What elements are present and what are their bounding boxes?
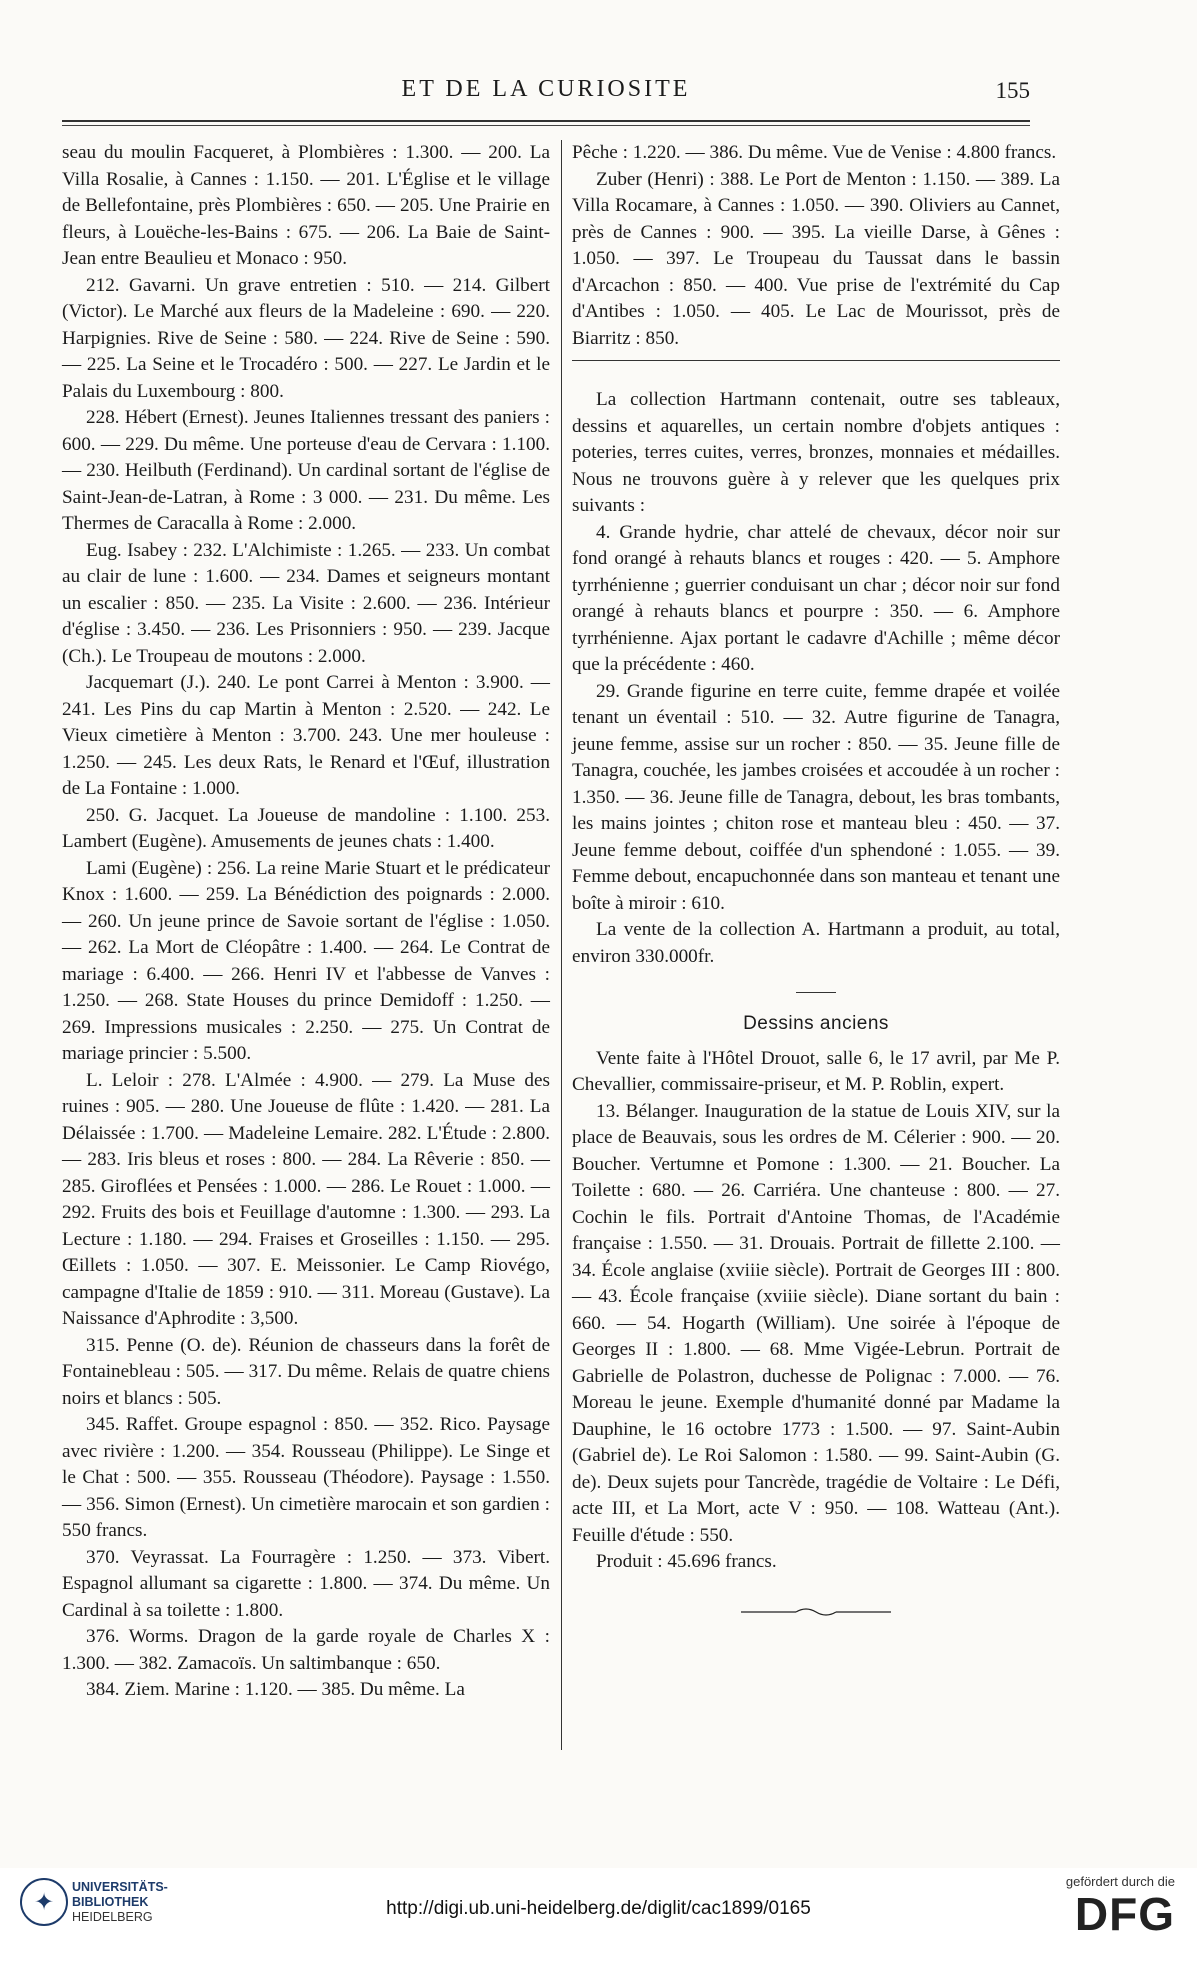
section-heading: Dessins anciens [743,1013,889,1034]
right-column [572,140,1060,1628]
paragraph: Lami (Eugène) : 256. La reine Marie Stuart et le prédicateur Knox : 1.600. — 259. La Bénédiction des poignards : 2.000. — 260. Un jeune prince de Savoie sortant de l'église : 1.050. — 262. La Mort de Cléopâtre : 1.400. — 264. Le Contrat de mariage : 6.400. — 266. Henri IV et l'abbesse de Vanves : 1.250. — 268. State Houses du prince Demidoff : 1.250. — 269. Impressions musicales : 2.250. — 275. Un Contrat de mariage princier : 5.500. [62,857,550,1064]
paragraph: 13. Bélanger. Inauguration de la statue de Louis XIV, sur la place de Beauvais, sous les ordres de M. Célerier : 900. — 20. Boucher. Vertumne et Pomone : 1.300. — 21. Boucher. La Toilette : 680. — 26. Carriéra. Une chanteuse : 800. — 27. Cochin le fils. Portrait d'Antoine Thomas, de l'Académie française : 1.550. — 31. Drouais. Portrait de fillette 2.100. — 34. École anglaise (xviiie siècle). Portrait de Georges III : 800. — 43. École française (xviiie siècle). Diane sortant du bain : 660. — 54. Hogarth (William). Une soirée à l'époque de Georges II : 1.800. — 68. Mme Vigée-Lebrun. Portrait de Gabrielle de Polastron, duchesse de Polignac : 7.000. — 76. Moreau le jeune. Exemple d'humanité donné par Madame la Dauphine, le 16 octobre 1773 : 1.500. — 97. Saint-Aubin (Gabriel de). Le Roi Salomon : 1.580. — 99. Saint-Aubin (G. de). Deux sujets pour Tancrède, tragédie de Voltaire : Le Défi, acte III, et La Mort, acte V : 950. — 108. Watteau (Ant.). Feuille d'étude : 550. [572,1100,1060,1546]
paragraph: 376. Worms. Dragon de la garde royale de Charles X : 1.300. — 382. Zamacoïs. Un saltimbanque : 650. [62,1626,550,1674]
ornament-icon [741,1605,891,1619]
paragraph: La vente de la collection A. Hartmann a produit, au total, environ 330.000fr. [572,919,1060,967]
column-divider [561,140,562,1750]
paragraph: 250. G. Jacquet. La Joueuse de mandoline : 1.100. 253. Lambert (Eugène). Amusements de jeunes chats : 1.400. [62,804,550,852]
header-rule [62,120,1030,122]
paragraph: 228. Hébert (Ernest). Jeunes Italiennes tressant des paniers : 600. — 229. Du même. Une porteuse d'eau de Cervara : 1.100. — 230. Heilbuth (Ferdinand). Un cardinal sortant de l'église de Saint-Jean-de-Latran, à Rome : 3 000. — 231. Du même. Les Thermes de Caracalla à Rome : 2.000. [62,407,550,534]
header-rule-thin [62,125,1030,126]
running-title: ET DE LA CURIOSITE [401,76,691,102]
paragraph: 384. Ziem. Marine : 1.120. — 385. Du même. La [86,1679,465,1700]
paragraph: 315. Penne (O. de). Réunion de chasseurs dans la forêt de Fontainebleau : 505. — 317. Du même. Relais de quatre chiens noirs et blancs : 505. [62,1334,550,1409]
institution-name: UNIVERSITÄTS- BIBLIOTHEK HEIDELBERG [72,1880,168,1924]
paragraph: L. Leloir : 278. L'Almée : 4.900. — 279. La Muse des ruines : 905. — 280. Une Joueuse de flûte : 1.420. — 281. La Délaissée : 1.700. — Madeleine Lemaire. 282. L'Étude : 2.800. — 283. Iris bleus et roses : 800. — 284. La Rêverie : 850. — 285. Giroflées et Pensées : 1.000. — 286. Le Rouet : 1.000. — 292. Fruits des bois et Feuillage d'automne : 1.300. — 293. La Lecture : 1.180. — 294. Fraises et Groseilles : 1.150. — 295. Œillets : 1.050. — 307. E. Meissonier. Le Camp Riovégo, campagne d'Italie de 1859 : 910. — 311. Moreau (Gustave). La Naissance d'Aphrodite : 3,500. [62,1069,550,1329]
paragraph: seau du moulin Facqueret, à Plombières : 1.300. — 200. La Villa Rosalie, à Cannes : 1.150. — 201. L'Église et le village de Bellefontaine, près Plombières : 650. — 205. Une Prairie en fleurs, à Louëche-les-Bains : 675. — 206. La Baie de Saint-Jean entre Beaulieu et Monaco : 950. [62,142,550,269]
paragraph: Produit : 45.696 francs. [596,1551,777,1572]
paragraph: 212. Gavarni. Un grave entretien : 510. — 214. Gilbert (Victor). Le Marché aux fleurs de la Madeleine : 690. — 220. Harpignies. Rive de Seine : 580. — 224. Rive de Seine : 590. — 225. La Seine et le Trocadéro : 500. — 227. Le Jardin et le Palais du Luxembourg : 800. [62,274,550,402]
dfg-logo: DFG [1074,1888,1175,1940]
paragraph: La collection Hartmann contenait, outre ses tableaux, dessins et aquarelles, un certain nombre d'objets antiques : poteries, terres cuites, verres, bronzes, monnaies et médailles. Nous ne trouvons guère à y relever que les quelques prix suivants : [572,389,1060,516]
sponsor-label: gefördert durch die [1065,1874,1175,1889]
paragraph: Pêche : 1.220. — 386. Du même. Vue de Venise : 4.800 francs. [572,142,1057,163]
paragraph: 345. Raffet. Groupe espagnol : 850. — 352. Rico. Paysage avec rivière : 1.200. — 354. Rousseau (Philippe). Le Singe et le Chat : 500. — 355. Rousseau (Théodore). Paysage : 1.550. — 356. Simon (Ernest). Un cimetière marocain et son gardien : 550 francs. [62,1414,550,1541]
paragraph: Eug. Isabey : 232. L'Alchimiste : 1.265. — 233. Un combat au clair de lune : 1.600. — 234. Dames et seigneurs montant un escalier : 850. — 235. La Visite : 2.600. — 236. Intérieur d'église : 3.450. — 236. Les Prisonniers : 950. — 239. Jacque (Ch.). Le Troupeau de moutons : 2.000. [62,539,550,667]
paragraph: Zuber (Henri) : 388. Le Port de Menton : 1.150. — 389. La Villa Rocamare, à Cannes : 1.050. — 390. Oliviers au Cannet, près de Cannes : 900. — 395. La vieille Darse, à Gênes : 1.050. — 397. Le Troupeau du Taussat dans le bassin d'Arcachon : 850. — 400. Vue prise de l'extrémité du Cap d'Antibes : 1.050. — 405. Le Lac de Mourissot, près de Biarritz : 850. [572,168,1060,349]
paragraph: Vente faite à l'Hôtel Drouot, salle 6, le 17 avril, par Me P. Chevallier, commissaire-priseur, et M. P. Roblin, expert. [572,1047,1060,1095]
page-number: 155 [995,78,1030,103]
paragraph: 370. Veyrassat. La Fourragère : 1.250. — 373. Vibert. Espagnol allumant sa cigarette : 1.800. — 374. Du même. Un Cardinal à sa toilette : 1.800. [62,1546,550,1621]
short-rule [796,992,836,993]
paragraph: 29. Grande figurine en terre cuite, femme drapée et voilée tenant un éventail : 510. — 32. Autre figurine de Tanagra, jeune femme, assise sur un rocher : 850. — 35. Jeune fille de Tanagra, couchée, les jambes croisées et accoudée à un rocher : 1.350. — 36. Jeune fille de Tanagra, debout, les bras tombants, les mains jointes ; chiton rose et manteau bleu : 450. — 37. Jeune femme debout, coiffée d'un sphendoné : 1.055. — 39. Femme debout, encapuchonnée dans son manteau et tenant une boîte à miroir : 610. [572,680,1060,914]
end-ornament [741,1602,891,1629]
sponsor [1025,1874,1175,1939]
left-column [62,140,550,1704]
university-seal-icon: ✦ [20,1878,68,1926]
running-head [62,74,1030,112]
paragraph: 4. Grande hydrie, char attelé de chevaux, décor noir sur fond orangé à rehauts blancs et rouges : 420. — 5. Amphore tyrrhénienne ; guerrier conduisant un char ; décor noir sur fond orangé à rehauts blancs et pourpre : 350. — 6. Amphore tyrrhénienne. Ajax portant le cadavre d'Achille ; même décor que la précédente : 460. [572,521,1060,675]
footer [0,1868,1197,1963]
paragraph: Jacquemart (J.). 240. Le pont Carrei à Menton : 3.900. — 241. Les Pins du cap Martin à Menton : 2.520. — 242. Le Vieux cimetière à Menton : 3.700. 243. Une mer houleuse : 1.250. — 245. Les deux Rats, le Renard et l'Œuf, illustration de La Fontaine : 1.000. [62,672,550,799]
source-url[interactable]: http://digi.ub.uni-heidelberg.de/diglit/cac1899/0165 [386,1898,811,1919]
